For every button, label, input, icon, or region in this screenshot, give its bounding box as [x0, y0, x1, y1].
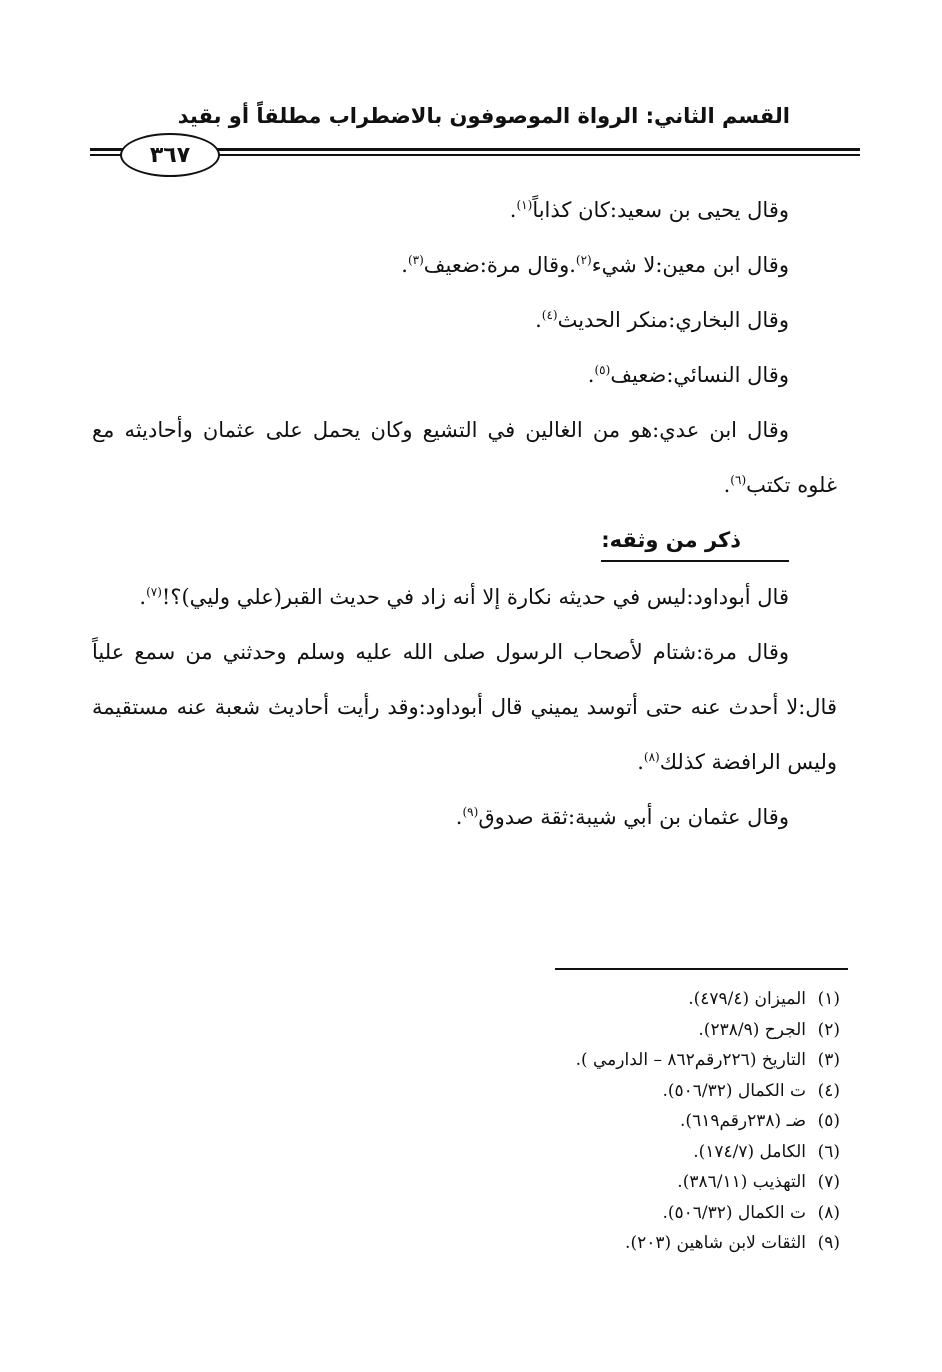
paragraph-text: وقال مرة:شتام لأصحاب الرسول صلى الله عليه وسلم وحدثني من سمع علياً قال:لا أحدث عنه حتى أتوسد يميني قال أبوداود:وقد رأيت أحاديث شعبة عنه مستقيمة وليس الرافضة كذلك [92, 640, 837, 774]
period: . [139, 585, 147, 609]
footnote-ref[interactable]: (٧) [146, 585, 162, 599]
footnote-item [420, 1076, 840, 1107]
page-number-badge [120, 133, 220, 177]
paragraph-text: وقال عثمان بن أبي شيبة:ثقة صدوق [478, 805, 789, 829]
footnote-number: (٦) [817, 1141, 840, 1162]
paragraph-text: وقال ابن معين:لا شيء [591, 253, 789, 277]
footnote-ref[interactable]: (٩) [462, 805, 479, 819]
period: . [509, 198, 517, 222]
paragraph-text: .وقال مرة:ضعيف [423, 253, 576, 277]
footnote-ref[interactable]: (١) [516, 198, 533, 212]
footnote-text: الكامل (١٧٤/٧). [693, 1141, 806, 1162]
paragraph [92, 238, 837, 293]
footnote-number: (٥) [817, 1111, 840, 1131]
footnote-text: الميزان (٤٧٩/٤). [688, 989, 806, 1009]
paragraph-text: قال أبوداود:ليس في حديثه نكارة إلا أنه زاد في حديث القبر(علي وليي)؟! [161, 585, 789, 609]
section-heading-wrap [92, 513, 837, 570]
paragraph [92, 790, 837, 845]
footnote-item [420, 1106, 840, 1137]
period: . [535, 308, 542, 332]
footnote-item [420, 1137, 840, 1168]
footnote-item [420, 1167, 840, 1198]
paragraph [92, 348, 837, 403]
footnote-ref[interactable]: (٨) [643, 750, 660, 764]
footnote-item [420, 1228, 840, 1259]
footnote-separator [555, 968, 848, 970]
footnote-number: (٤) [817, 1080, 840, 1101]
paragraph-text: وقال البخاري:منكر الحديث [557, 308, 789, 332]
section-heading: ذكر من وثقه: [601, 520, 789, 562]
paragraph [92, 183, 837, 238]
footnote-number: (٣) [817, 1050, 840, 1070]
paragraph [92, 625, 837, 790]
footnote-text: الجرح (٢٣٨/٩). [698, 1019, 806, 1040]
footnote-text: ت الكمال (٥٠٦/٣٢). [662, 1202, 806, 1223]
footnote-ref[interactable]: (٥) [594, 363, 611, 377]
footnotes-list [420, 984, 840, 1259]
footnote-ref[interactable]: (٢) [575, 253, 592, 267]
footnote-ref[interactable]: (٦) [730, 473, 747, 487]
footnote-ref[interactable]: (٤) [541, 308, 558, 322]
footnote-ref[interactable]: (٣) [407, 253, 424, 267]
page-number: ٣٦٧ [149, 142, 191, 168]
footnote-text: الثقات لابن شاهين (٢٠٣). [625, 1233, 806, 1253]
main-text [92, 183, 837, 845]
paragraph [92, 293, 837, 348]
footnote-number: (٩) [817, 1233, 840, 1253]
paragraph [92, 570, 837, 625]
footnote-item [420, 1198, 840, 1229]
footnote-item [420, 1045, 840, 1076]
paragraph [92, 403, 837, 513]
period: . [455, 805, 463, 829]
footnote-text: التهذيب (٣٨٦/١١). [677, 1172, 806, 1192]
paragraph-text: وقال يحيى بن سعيد:كان كذاباً [532, 198, 789, 222]
period: . [587, 363, 595, 387]
footnote-item [420, 1015, 840, 1046]
period: . [637, 750, 644, 774]
footnote-number: (٨) [817, 1202, 840, 1223]
footnote-text: ضـ (٢٣٨رقم٦١٩). [680, 1111, 806, 1131]
paragraph-text: وقال ابن عدي:هو من الغالين في التشيع وكان يحمل على عثمان وأحاديثه مع غلوه تكتب [92, 418, 837, 497]
period: . [723, 473, 731, 497]
footnote-number: (٢) [817, 1019, 840, 1040]
footnote-number: (١) [817, 989, 840, 1009]
running-header-title: القسم الثاني: الرواة الموصوفون بالاضطراب مطلقاً أو بقيد [177, 104, 790, 128]
footnote-item [420, 984, 840, 1015]
footnote-text: ت الكمال (٥٠٦/٣٢). [662, 1080, 806, 1101]
footnote-text: التاريخ (٢٢٦رقم٨٦٢ – الدارمي ). [575, 1050, 806, 1070]
period: . [401, 253, 408, 277]
paragraph-text: وقال النسائي:ضعيف [610, 363, 789, 387]
footnote-number: (٧) [817, 1172, 840, 1192]
